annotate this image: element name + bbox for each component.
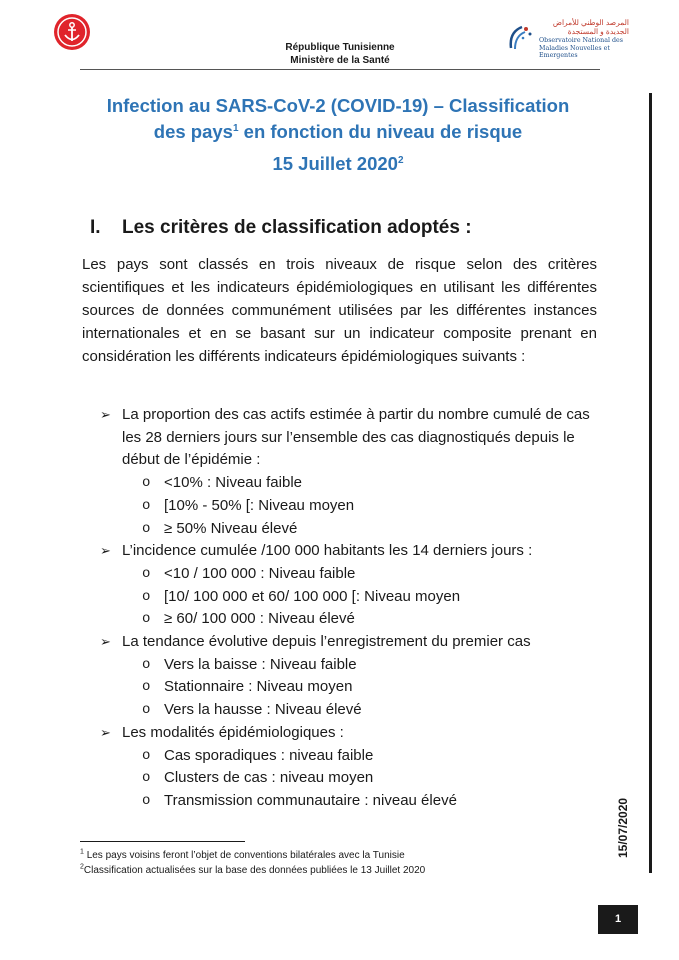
level-list <box>142 745 600 813</box>
criterion-item <box>100 631 600 722</box>
level-item: o <10 / 100 000 : Niveau faible <box>142 563 600 586</box>
criteria-list <box>100 404 600 813</box>
level-item: o ≥ 50% Niveau élevé <box>142 518 600 541</box>
anchor-emblem-icon <box>54 14 90 50</box>
footnotes <box>80 848 500 878</box>
section-heading <box>90 217 472 239</box>
level-item: o [10/ 100 000 et 60/ 100 000 [: Niveau moyen <box>142 586 600 609</box>
criterion-text: La proportion des cas actifs estimée à partir du nombre cumulé de cas les 28 derniers jours sur l’ensemble des cas diagnostiqués depuis le début de l’épidémie : <box>122 406 590 469</box>
circle-bullet-icon: o <box>142 770 151 787</box>
criterion-item <box>100 722 600 813</box>
level-list <box>142 472 600 540</box>
circle-bullet-icon: o <box>142 588 151 605</box>
title-line-2: des pays$^1$ en fonction du niveau de risque <box>153 121 523 142</box>
level-list <box>142 563 600 631</box>
title-line-1: Infection au SARS-CoV-2 (COVID-19) – Classification <box>106 95 570 116</box>
circle-bullet-icon: o <box>142 702 151 719</box>
side-date: 15/07/2020 <box>616 797 630 858</box>
observatory-arabic-name: المرصد الوطني للأمراض الجديدة و المستجدة <box>552 18 629 36</box>
footnote-2: $^2$Classification actualisées sur la base des données publiées le 13 Juillet 2020 <box>80 863 426 876</box>
footnote-1: $^1$ Les pays voisins feront l’objet de conventions bilatérales avec la Tunisie <box>80 848 405 861</box>
arrow-bullet-icon: ➢ <box>100 724 111 740</box>
arrow-bullet-icon: ➢ <box>100 543 111 559</box>
document-title <box>78 93 598 177</box>
observatory-name: Observatoire National des Maladies Nouvelles et Emergentes <box>539 37 623 59</box>
level-item: o Clusters de cas : niveau moyen <box>142 767 600 790</box>
circle-bullet-icon: o <box>142 565 151 582</box>
level-item: o Vers la hausse : Niveau élevé <box>142 699 600 722</box>
circle-bullet-icon: o <box>142 656 151 673</box>
circle-bullet-icon: o <box>142 475 151 492</box>
footnote-ref-1[interactable]: 1 <box>232 122 239 134</box>
observatory-logo <box>505 18 630 58</box>
criterion-text: La tendance évolutive depuis l’enregistrement du premier cas <box>122 633 531 651</box>
arrow-bullet-icon: ➢ <box>100 407 111 422</box>
level-item: o <10% : Niveau faible <box>142 472 600 495</box>
level-item: o Cas sporadiques : niveau faible <box>142 745 600 768</box>
level-item: o ≥ 60/ 100 000 : Niveau élevé <box>142 608 600 631</box>
level-item: o Vers la baisse : Niveau faible <box>142 654 600 677</box>
footnote-ref-2[interactable]: 2 <box>397 154 404 166</box>
ministry-logo <box>54 14 90 50</box>
page-header <box>260 41 420 67</box>
footnote-divider <box>80 841 245 842</box>
header-divider <box>80 69 600 70</box>
criterion-text: Les modalités épidémiologiques : <box>122 723 344 741</box>
level-item: o Transmission communautaire : niveau élevé <box>142 790 600 813</box>
circle-bullet-icon: o <box>142 792 151 809</box>
level-item: o Stationnaire : Niveau moyen <box>142 676 600 699</box>
margin-bar <box>649 93 652 873</box>
section-title: Les critères de classification adoptés : <box>122 217 472 238</box>
criterion-item <box>100 404 600 540</box>
country-name: République Tunisienne <box>285 42 395 53</box>
level-list <box>142 654 600 722</box>
page-number: 1 <box>598 905 638 934</box>
circle-bullet-icon: o <box>142 611 151 628</box>
intro-paragraph: Les pays sont classés en trois niveaux de risque selon des critères scientifiques et les indicateurs épidémiologiques en utilisant les différentes sources de données communément utilisées par les différentes instances internationales et en se basant sur un indicateur composite prenant en considération les différents indicateurs épidémiologiques suivants : <box>82 256 597 365</box>
section-number: I. <box>90 217 101 238</box>
circle-bullet-icon: o <box>142 520 151 537</box>
title-date: 15 Juillet 2020$^2$ <box>272 153 404 174</box>
arrow-bullet-icon: ➢ <box>100 634 111 650</box>
circle-bullet-icon: o <box>142 747 151 764</box>
criterion-item <box>100 540 600 631</box>
circle-bullet-icon: o <box>142 497 151 514</box>
criterion-text: L’incidence cumulée /100 000 habitants les 14 derniers jours : <box>122 542 533 560</box>
ministry-name: Ministère de la Santé <box>290 55 390 66</box>
circle-bullet-icon: o <box>142 679 151 696</box>
level-item: o [10% - 50% [: Niveau moyen <box>142 495 600 518</box>
observatory-emblem-icon <box>507 22 537 52</box>
